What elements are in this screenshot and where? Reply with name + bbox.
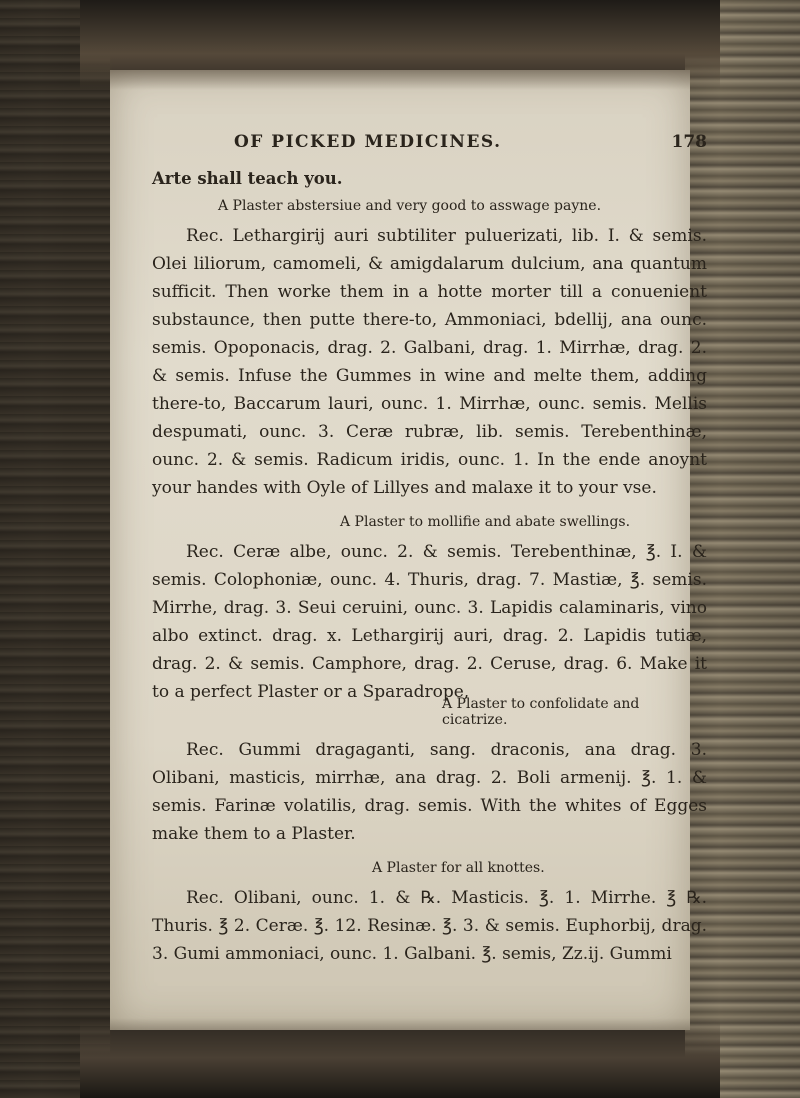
section-heading-4: A Plaster for all knottes. xyxy=(372,860,545,876)
page-content xyxy=(152,132,707,968)
left-page-edge xyxy=(0,0,110,1098)
section-heading-1: A Plaster abstersiue and very good to asswage payne. xyxy=(218,198,602,214)
bottom-shadow xyxy=(80,1018,720,1098)
running-head: OF PICKED MEDICINES. xyxy=(234,132,502,152)
section-text-3: Rec. Gummi dragaganti, sang. draconis, ana drag. 3. Olibani, masticis, mirrhæ, ana drag. 2. Boli armenij. ℥. 1. & semis. Farinæ volatilis, drag. semis. With the whites of Egges make them to a Plaster. xyxy=(152,740,707,844)
section-text-2: Rec. Ceræ albe, ounc. 2. & semis. Terebenthinæ, ℥. I. & semis. Colophoniæ, ounc. 4. Thuris, drag. 7. Mastiæ, ℥. semis. Mirrhe, drag. 3. Seui ceruini, ounc. 3. Lapidis calaminaris, vino albo extinct. drag. x. Lethargirij auri, drag. 2. Lapidis tutiæ, drag. 2. & semis. Camphore, drag. 2. Ceruse, drag. 6. Make it to a perfect Plaster or a Sparadrope, xyxy=(152,542,707,702)
intro-line: Arte shall teach you. xyxy=(152,169,343,188)
section-text-1: Rec. Lethargirij auri subtiliter puluerizati, lib. I. & semis. Olei liliorum, camomeli, & amigdalarum dulcium, ana quantum sufficit. Then worke them in a hotte morter till a conuenient substaunce, then putte there-to, Ammoniaci, bdellij, ana ounc. semis. Opoponacis, drag. 2. Galbani, drag. 1. Mirrhæ, drag. 2. & semis. Infuse the Gummes in wine and melte them, adding there-to, Baccarum lauri, ounc. 1. Mirrhæ, ounc. semis. Mellis despumati, ounc. 3. Ceræ rubræ, lib. semis. Terebenthinæ, ounc. 2. & semis. Radicum iridis, ounc. 1. In the ende anoynt your handes with Oyle of Lillyes and malaxe it to your vse. xyxy=(152,226,707,498)
page-header xyxy=(152,132,707,166)
top-shadow xyxy=(80,0,720,90)
section-text-4: Rec. Olibani, ounc. 1. & ℞. Masticis. ℥. 1. Mirrhe. ℥ ℞. Thuris. ℥ 2. Ceræ. ℥. 12. Resinæ. ℥. 3. & semis. Euphorbij, drag. 3. Gumi ammoniaci, ounc. 1. Galbani. ℥. semis, Zz.ij. Gummi xyxy=(152,888,707,964)
section-heading-3: A Plaster to confolidate and cicatrize. xyxy=(442,696,640,728)
section-heading-2: A Plaster to mollifie and abate swellings. xyxy=(340,514,631,530)
page-number: 178 xyxy=(671,132,707,152)
